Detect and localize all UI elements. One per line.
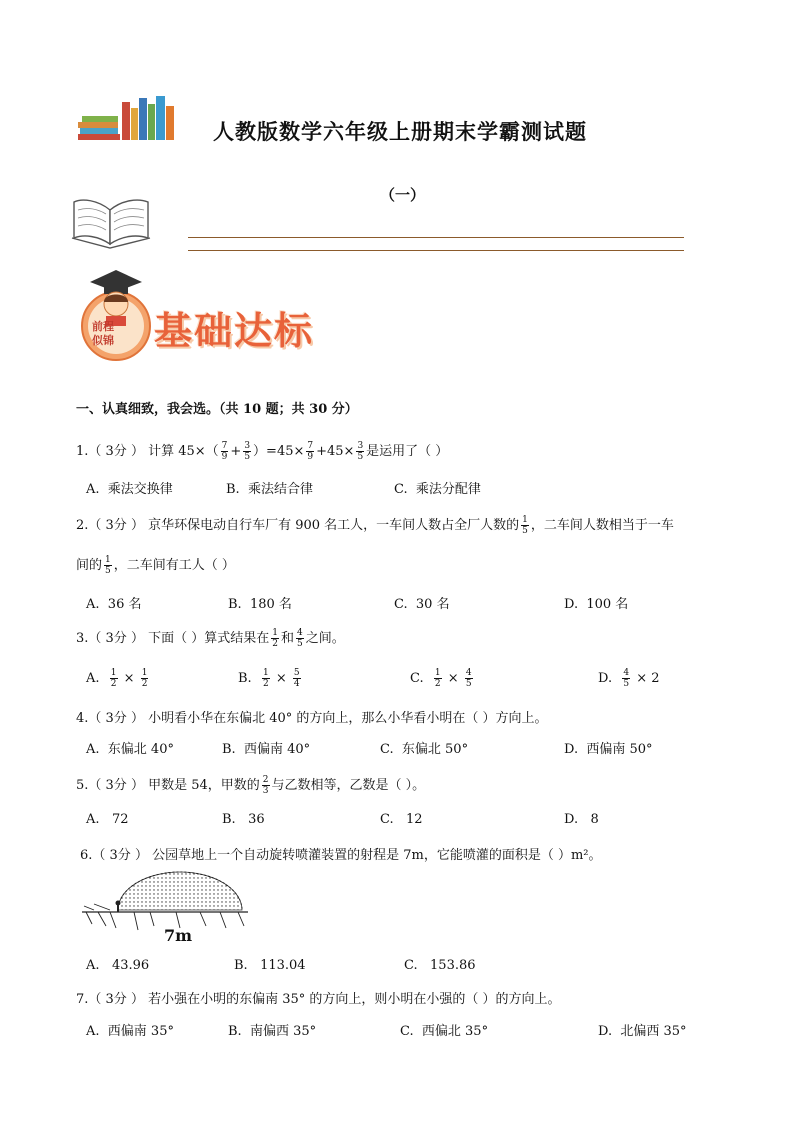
fraction: $\frac{3}{5}$ bbox=[244, 441, 251, 462]
books-icon bbox=[78, 94, 176, 142]
badge-text: 前程 似锦 bbox=[92, 320, 114, 347]
question-2-continued: 间的 $\frac{1}{5}$ ，二车间有工人（ ） bbox=[76, 555, 235, 576]
option-d[interactable]: D. 8 bbox=[564, 812, 599, 827]
option-b[interactable]: B. 乘法结合律 bbox=[226, 482, 313, 497]
option-a[interactable]: A. 乘法交换律 bbox=[86, 482, 173, 497]
fraction: $\frac{4}{5}$ bbox=[296, 628, 303, 649]
option-d[interactable]: D. 100 名 bbox=[564, 597, 629, 612]
fraction: $\frac{2}{3}$ bbox=[262, 775, 269, 796]
fraction: $\frac{1}{5}$ bbox=[522, 515, 528, 536]
figure-label: 7m bbox=[164, 926, 193, 945]
option-a[interactable]: A. 36 名 bbox=[86, 597, 142, 612]
page-subtitle: （一） bbox=[380, 186, 426, 204]
graduate-badge-icon bbox=[76, 266, 156, 364]
question-7: 7.（ 3分 ） 若小强在小明的东偏南 35° 的方向上，则小明在小强的（ ）的方向上。 bbox=[76, 992, 561, 1007]
question-2: 2.（ 3分 ） 京华环保电动自行车厂有 900 名工人，一车间人数占全厂人数的 $\frac{1}{5}$ ，二车间人数相当于一车 bbox=[76, 515, 674, 536]
option-c[interactable]: C. 153.86 bbox=[404, 958, 476, 973]
option-c[interactable]: C. 乘法分配律 bbox=[394, 482, 481, 497]
option-a[interactable]: A. 43.96 bbox=[86, 958, 150, 973]
option-d[interactable]: D. $\frac{4}{5}$ × 2 bbox=[598, 668, 660, 689]
divider-line bbox=[188, 237, 684, 238]
section-heading: 一、认真细致，我会选。（共 10 题；共 30 分） bbox=[76, 402, 358, 417]
divider-line bbox=[188, 250, 684, 251]
question-3: 3.（ 3分 ） 下面（ ）算式结果在 $\frac{1}{2}$ 和 $\frac{4}{5}$ 之间。 bbox=[76, 628, 345, 649]
question-4: 4.（ 3分 ） 小明看小华在东偏北 40° 的方向上，那么小华看小明在（ ）方向上。 bbox=[76, 711, 548, 726]
option-c[interactable]: C. 30 名 bbox=[394, 597, 450, 612]
question-1: 1.（ 3分 ） 计算 45×（ $\frac{7}{9}$ + $\frac{3}{5}$ ）=45× $\frac{7}{9}$ +45× $\frac{3}{5}$ 是运用了（ ） bbox=[76, 441, 449, 462]
option-d[interactable]: D. 西偏南 50° bbox=[564, 742, 653, 757]
option-d[interactable]: D. 北偏西 35° bbox=[598, 1024, 687, 1039]
fraction: $\frac{7}{9}$ bbox=[221, 441, 228, 462]
option-a[interactable]: A. $\frac{1}{2}$ × $\frac{1}{2}$ bbox=[86, 668, 148, 689]
fraction: $\frac{1}{5}$ bbox=[105, 555, 111, 576]
section-banner: 基础达标 bbox=[154, 309, 315, 353]
fraction: $\frac{3}{5}$ bbox=[357, 441, 364, 462]
option-b[interactable]: B. 180 名 bbox=[228, 597, 292, 612]
option-a[interactable]: A. 西偏南 35° bbox=[86, 1024, 174, 1039]
option-c[interactable]: C. 西偏北 35° bbox=[400, 1024, 489, 1039]
option-a[interactable]: A. 东偏北 40° bbox=[86, 742, 174, 757]
question-6: 6.（ 3分 ） 公园草地上一个自动旋转喷灌装置的射程是 7m，它能喷灌的面积是（ ）m²。 bbox=[80, 848, 602, 863]
question-5: 5.（ 3分 ） 甲数是 54，甲数的 $\frac{2}{3}$ 与乙数相等，乙数是（ ）。 bbox=[76, 775, 426, 796]
option-b[interactable]: B. 南偏西 35° bbox=[228, 1024, 317, 1039]
option-a[interactable]: A. 72 bbox=[86, 812, 129, 827]
option-b[interactable]: B. 36 bbox=[222, 812, 265, 827]
open-book-icon bbox=[70, 192, 152, 250]
option-b[interactable]: B. 西偏南 40° bbox=[222, 742, 311, 757]
option-c[interactable]: C. $\frac{1}{2}$ × $\frac{4}{5}$ bbox=[410, 668, 472, 689]
option-c[interactable]: C. 东偏北 50° bbox=[380, 742, 469, 757]
fraction: $\frac{7}{9}$ bbox=[307, 441, 314, 462]
page-title: 人教版数学六年级上册期末学霸测试题 bbox=[213, 119, 587, 144]
option-c[interactable]: C. 12 bbox=[380, 812, 423, 827]
option-b[interactable]: B. $\frac{1}{2}$ × $\frac{5}{4}$ bbox=[238, 668, 300, 689]
option-b[interactable]: B. 113.04 bbox=[234, 958, 306, 973]
fraction: $\frac{1}{2}$ bbox=[272, 628, 278, 649]
